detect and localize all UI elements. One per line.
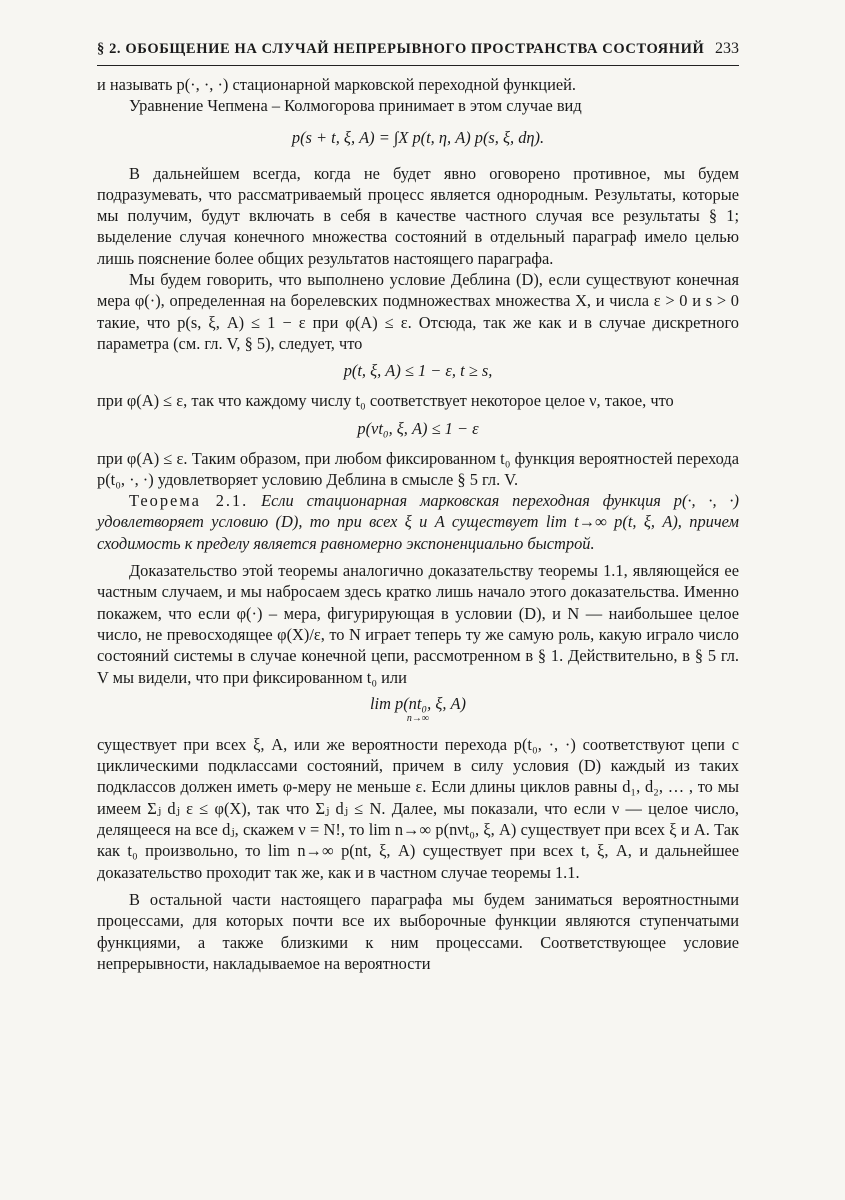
paragraph-2: Уравнение Чепмена – Колмогорова принимает в этом случае вид [129,96,582,116]
paragraph-6: при φ(A) ≤ ε. Таким образом, при любом фиксированном t₀ функция вероятностей перехода p(t₀, ·, ·) удовлетворяет условию Деблина в смысле § 5 гл. V. [97,448,739,489]
paragraph-9: В остальной части настоящего параграфа мы будем заниматься вероятностными процессами, для которых почти все их выборочные функции являются ступенчатыми функциями, а также близкими к ним процессами. Соответствующее условие непрерывности, накладываемое на вероятности [97,889,739,973]
limit-expression: lim p(nt₀, ξ, A) [369,693,467,713]
paragraph-5: при φ(A) ≤ ε, так что каждому числу t₀ соответствует некоторое целое ν, такое, что [97,391,674,411]
paragraph-7: Доказательство этой теоремы аналогично доказательству теоремы 1.1, являющейся ее частным случаем, и мы набросаем здесь кратко лишь начало этого доказательства. Именно покажем, что если φ(·) – мера, фигурирующая в условии (D), и N — наибольшее целое число, не превосходящее φ(X)/ε, то N играет теперь ту же самую роль, какую играло число состояний системы в случае конечной цепи, рассмотренном в § 1. Действительно, в § 5 гл. V мы видели, что при фиксированном t₀ или [97,561,739,687]
page-number: 233 [715,40,739,57]
theorem-label: Теорема 2.1. [129,491,249,511]
running-header [97,40,739,66]
paragraph-8: существует при всех ξ, A, или же вероятности перехода p(t₀, ·, ·) соответствуют цепи с циклическими подклассами состояний, причем в силу условия (D) каждый из таких подклассов должен иметь φ-меру не меньше ε. Если длины циклов равны d₁, d₂, … , то мы имеем Σⱼ dⱼ ε ≤ φ(X), так что Σⱼ dⱼ ≤ N. Далее, мы показали, что если ν — целое число, делящееся на все dⱼ, скажем ν = N!, то lim n→∞ p(nνt₀, ξ, A) существует при всех ξ и A. Так как t₀ произвольно, то lim n→∞ p(nt, ξ, A) существует при всех t, ξ, A, и дальнейшее доказательство проходит так же, как и в частном случае теоремы 1.1. [97,734,739,882]
book-page [97,40,739,974]
paragraph-1: и называть p(·, ·, ·) стационарной марковской переходной функцией. [97,75,576,94]
formula-nu-t0-bound: p(νt₀, ξ, A) ≤ 1 − ε [357,418,479,438]
limit-subscript: n→∞ [406,712,430,724]
theorem-2-1 [97,490,739,554]
chapman-kolmogorov-equation: p(s + t, ξ, A) = ∫X p(t, η, A) p(s, ξ, dη). [291,127,545,147]
theorem-statement: Если стационарная марковская переходная функция p(·, ·, ·) удовлетворяет условию (D), то при всех ξ и A существует lim t→∞ p(t, ξ, A), причем сходимость к пределу является равномерно экспоненциально быстрой. [97,491,739,553]
paragraph-3: В дальнейшем всегда, когда не будет явно оговорено противное, мы будем подразумевать, что рассматриваемый процесс является однородным. Результаты, которые мы получим, будут включать в себя в качестве частного случая все результаты § 1; выделение случая конечного множества состояний в отдельный параграф имело целью лишь пояснение более общих результатов настоящего параграфа. [97,163,739,268]
formula-limit [97,694,739,724]
formula-doeblin-bound: p(t, ξ, A) ≤ 1 − ε, t ≥ s, [343,361,493,381]
section-title: § 2. ОБОБЩЕНИЕ НА СЛУЧАЙ НЕПРЕРЫВНОГО ПРОСТРАНСТВА СОСТОЯНИЙ [97,41,705,57]
paragraph-4: Мы будем говорить, что выполнено условие Деблина (D), если существуют конечная мера φ(·), определенная на борелевских подмножествах множества X, и числа ε > 0 и s > 0 такие, что p(s, ξ, A) ≤ 1 − ε при φ(A) ≤ ε. Отсюда, так же как и в случае дискретного параметра (см. гл. V, § 5), следует, что [97,270,739,353]
